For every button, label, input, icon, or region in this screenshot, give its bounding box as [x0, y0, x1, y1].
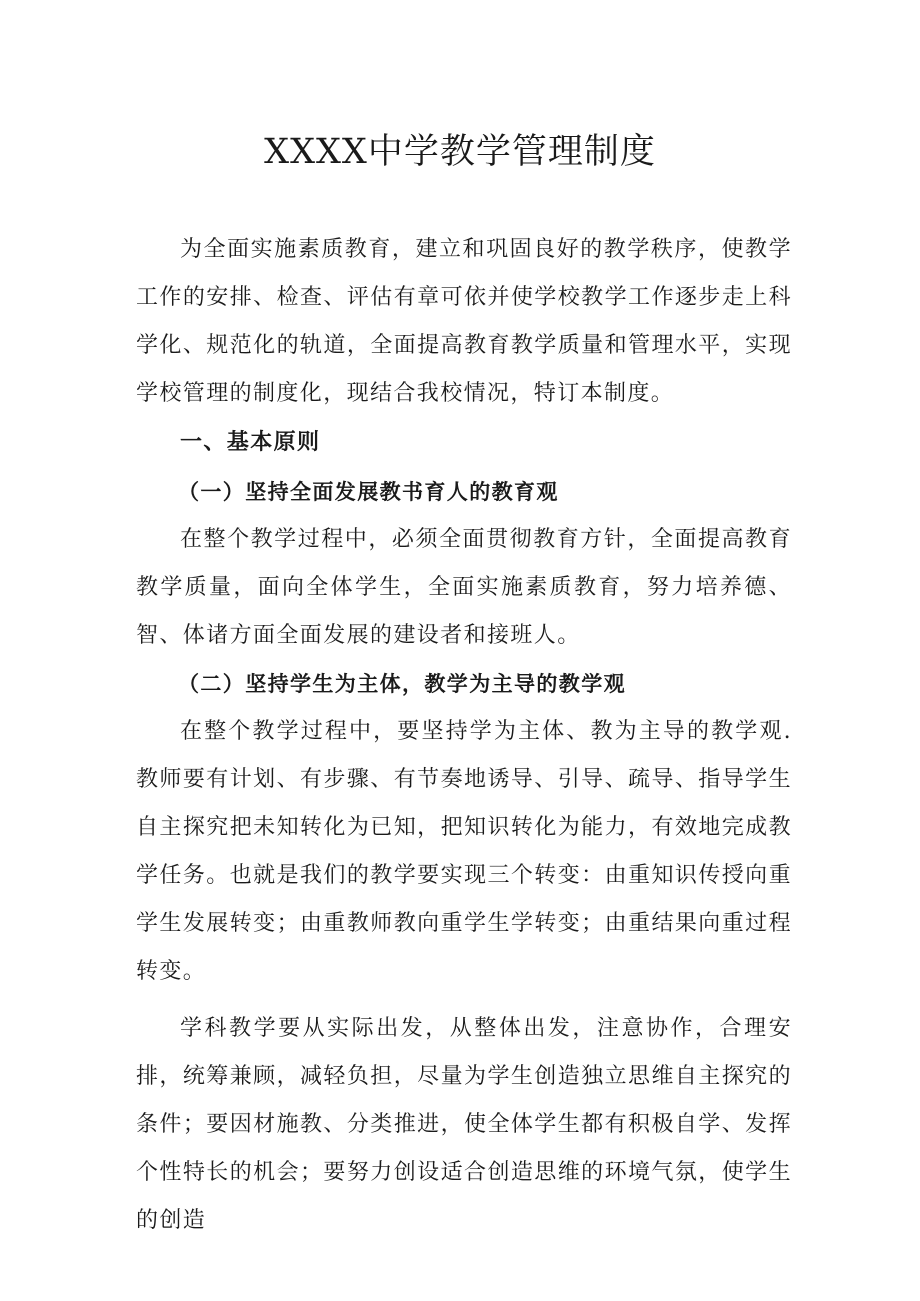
subsection-2-paragraph-1: 在整个教学过程中，要坚持学为主体、教为主导的教学观.教师要有计划、有步骤、有节奏地诱导、引导、疏导、指导学生自主探究把未知转化为已知，把知识转化为能力，有效地完成教学任务。也就是我们的教学要实现三个转变：由重知识传授向重学生发展转变；由重教师教向重学生学转变；由重结果向重过程转变。 — [136, 719, 792, 984]
subsection-heading-1: （一）坚持全面发展教书育人的教育观 — [178, 480, 559, 504]
subsection-1-paragraph: 在整个教学过程中，必须全面贯彻教育方针，全面提高教育教学质量，面向全体学生，全面实施素质教育，努力培养德、智、体诸方面全面发展的建设者和接班人。 — [136, 527, 792, 648]
section-heading-basic-principles: 一、基本原则 — [180, 430, 321, 455]
subsection-2-paragraph-2: 学科教学要从实际出发，从整体出发，注意协作，合理安排，统筹兼顾，减轻负担，尽量为学生创造独立思维自主探究的条件；要因材施教、分类推进，使全体学生都有积极自学、发挥个性特长的机会；要努力创设适合创造思维的环境气氛，使学生的创造 — [136, 1016, 792, 1233]
document-body — [136, 226, 792, 1245]
intro-paragraph: 为全面实施素质教育，建立和巩固良好的教学秩序，使教学工作的安排、检查、评估有章可依并使学校教学工作逐步走上科学化、规范化的轨道，全面提高教育教学质量和管理水平，实现学校管理的制度化，现结合我校情况，特订本制度。 — [136, 237, 792, 406]
document-title: XXXX中学教学管理制度 — [264, 132, 656, 172]
subsection-heading-2: （二）坚持学生为主体，教学为主导的教学观 — [178, 672, 626, 696]
